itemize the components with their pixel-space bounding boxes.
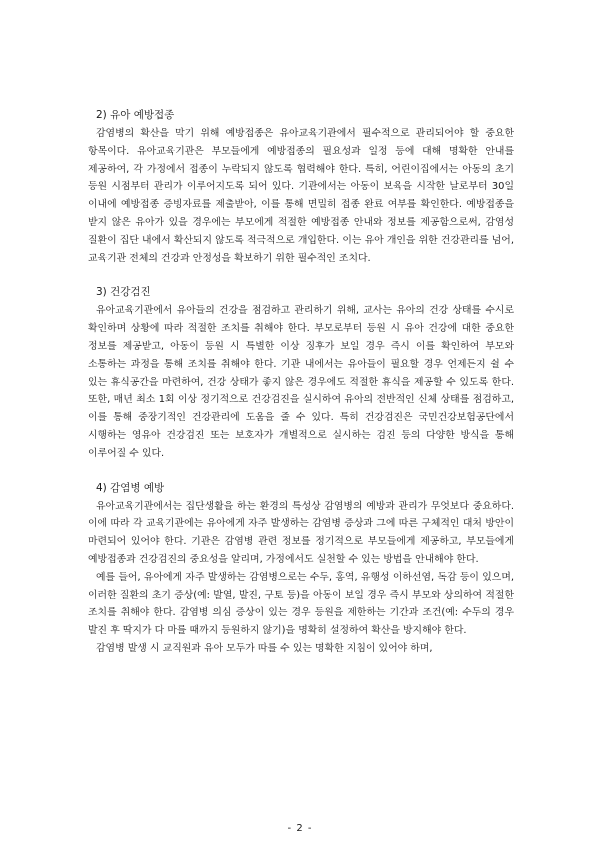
paragraph: 감염병의 확산을 막기 위해 예방접종은 유아교육기관에서 필수적으로 관리되어야 할 중요한 항목이다. 유아교육기관은 부모들에게 예방접종의 필요성과 일정 등에 대해 명확한 안내를 제공하여, 각 가정에서 접종이 누락되지 않도록 협력해야 한다. 특히, 어린이집에서는 아동의 초기 등원 시점부터 관리가 이루어지도록 되어 있다. 기관에서는 아동이 보육을 시작한 날로부터 30일 이내에 예방접종 증빙자료를 제출받아, 이를 통해 면밀히 접종 완료 여부를 확인한다. 예방접종을 받지 않은 유아가 있을 경우에는 부모에게 적절한 예방접종 안내와 정보를 제공함으로써, 감염성 질환이 집단 내에서 확산되지 않도록 적극적으로 개입한다. 이는 유아 개인을 위한 건강관리를 넘어, 교육기관 전체의 건강과 안정성을 확보하기 위한 필수적인 조치다. [88, 128, 514, 264]
section-infection-prevention [88, 481, 514, 658]
section-heading: 4) 감염병 예방 [96, 481, 165, 494]
paragraph: 예를 들어, 유아에게 자주 발생하는 감염병으로는 수두, 홍역, 유행성 이하선염, 독감 등이 있으며, 이러한 질환의 초기 증상(예: 발열, 발진, 구토 등)을 아동이 보일 경우 즉시 부모와 상의하여 적절한 조치를 취해야 한다. 감염병 의심 증상이 있는 경우 등원을 제한하는 기간과 조건(예: 수두의 경우 발진 후 딱지가 다 마를 때까지 등원하지 않기)을 명확히 설정하여 확산을 방지해야 한다. [88, 571, 514, 637]
paragraph: 감염병 발생 시 교직원과 유아 모두가 따를 수 있는 명확한 지침이 있어야 하며, [96, 642, 433, 654]
paragraph: 유아교육기관에서는 집단생활을 하는 환경의 특성상 감염병의 예방과 관리가 무엇보다 중요하다. 이에 따라 각 교육기관에는 유아에게 자주 발생하는 감염병 증상과 그에 따른 구체적인 대처 방안이 마련되어 있어야 한다. 기관은 감염병 관련 정보를 정기적으로 부모들에게 제공하고, 부모들에게 예방접종과 건강검진의 중요성을 알리며, 가정에서도 실천할 수 있는 방법을 안내해야 한다. [88, 500, 514, 565]
page-number: - 2 - [287, 823, 313, 834]
section-vaccination [88, 108, 514, 267]
section-heading: 2) 유아 예방접종 [96, 109, 175, 121]
section-heading: 3) 건강검진 [96, 286, 151, 299]
page-body [88, 108, 514, 676]
paragraph: 유아교육기관에서 유아들의 건강을 점검하고 관리하기 위해, 교사는 유아의 건강 상태를 수시로 확인하며 상황에 따라 적절한 조치를 취해야 한다. 부모로부터 등원 시 유아 건강에 대한 중요한 정보를 제공받고, 아동이 등원 시 특별한 이상 징후가 보일 경우 즉시 이를 확인하여 부모와 소통하는 과정을 통해 조치를 취해야 한다. 기관 내에서는 유아들이 필요할 경우 언제든지 쉴 수 있는 휴식공간을 마련하여, 건강 상태가 좋지 않은 경우에도 적절한 휴식을 제공할 수 있도록 한다. 또한, 매년 최소 1회 이상 정기적으로 건강검진을 실시하여 유아의 전반적인 신체 상태를 점검하고, 이를 통해 중장기적인 건강관리에 도움을 줄 수 있다. 특히 건강검진은 국민건강보험공단에서 시행하는 영유아 건강검진 또는 보호자가 개별적으로 실시하는 검진 등의 다양한 방식을 통해 이루어질 수 있다. [88, 305, 514, 459]
section-health-checkup [88, 285, 514, 462]
